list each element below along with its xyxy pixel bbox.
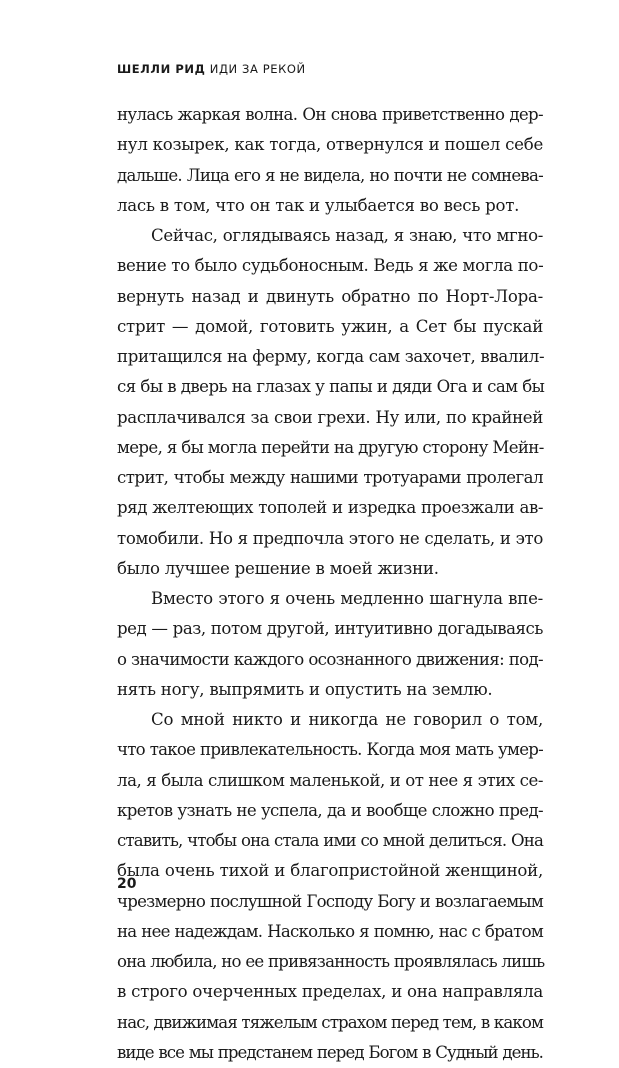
text-line: нул козырек, как тогда, отвернулся и пошел себе xyxy=(117,135,544,155)
text-line: в строго очерченных пределах, и она направляла xyxy=(117,982,544,1002)
running-head-title: ИДИ ЗА РЕКОЙ xyxy=(209,62,306,76)
running-head xyxy=(117,62,306,76)
running-head-author: ШЕЛЛИ РИД xyxy=(117,62,206,76)
text-line: ла, я была слишком маленькой, и от нее я этих се- xyxy=(117,770,543,790)
text-line: ряд желтеющих тополей и изредка проезжали ав- xyxy=(117,498,543,518)
text-line: Со мной никто и никогда не говорил о том, xyxy=(151,710,543,729)
text-line: стрит, чтобы между нашими тротуарами пролегал xyxy=(117,468,543,487)
text-line: было лучшее решение в моей жизни. xyxy=(117,558,439,578)
text-line: томобили. Но я предпочла этого не сделать, и это xyxy=(117,528,543,548)
text-line: о значимости каждого осознанного движения: под- xyxy=(117,649,543,669)
text-line: чрезмерно послушной Господу Богу и возлагаемым xyxy=(117,891,543,911)
text-line: нас, движимая тяжелым страхом перед тем, в каком xyxy=(117,1012,544,1032)
text-line: нять ногу, выпрямить и опустить на землю. xyxy=(117,679,493,699)
text-line: нулась жаркая волна. Он снова приветственно дер- xyxy=(117,105,543,124)
text-line: ред — раз, потом другой, интуитивно догадываясь xyxy=(117,619,543,639)
text-line: на нее надеждам. Насколько я помню, нас с братом xyxy=(117,921,543,941)
text-line: вернуть назад и двинуть обратно по Норт-Лора- xyxy=(117,286,543,306)
text-line: ставить, чтобы она стала ими со мной делиться. Она xyxy=(117,831,543,850)
text-line: кретов узнать не успела, да и вообще сложно пред- xyxy=(117,800,543,820)
text-line: мере, я бы могла перейти на другую сторону Мейн- xyxy=(117,437,544,457)
text-line: притащился на ферму, когда сам захочет, ввалил- xyxy=(117,347,545,366)
text-line: была очень тихой и благопристойной женщиной, xyxy=(117,861,543,881)
body-text xyxy=(117,100,543,1068)
text-line: виде все мы предстанем перед Богом в Судный день. xyxy=(117,1042,543,1062)
text-line: она любила, но ее привязанность проявлялась лишь xyxy=(117,952,545,971)
text-line: дальше. Лица его я не видела, но почти не сомнева- xyxy=(117,165,543,185)
text-line: вение то было судьбоносным. Ведь я же могла по- xyxy=(117,256,544,276)
text-line: стрит — домой, готовить ужин, а Сет бы пускай xyxy=(117,316,543,336)
page-number: 20 xyxy=(117,876,137,892)
text-line: что такое привлекательность. Когда моя мать умер- xyxy=(117,740,543,760)
text-line: лась в том, что он так и улыбается во весь рот. xyxy=(117,195,520,215)
text-line: Сейчас, оглядываясь назад, я знаю, что мгно- xyxy=(151,226,543,245)
text-line: ся бы в дверь на глазах у папы и дяди Ога и сам бы xyxy=(117,377,545,397)
text-line: Вместо этого я очень медленно шагнула впе- xyxy=(151,589,543,608)
text-line: расплачивался за свои грехи. Ну или, по крайней xyxy=(117,407,543,427)
